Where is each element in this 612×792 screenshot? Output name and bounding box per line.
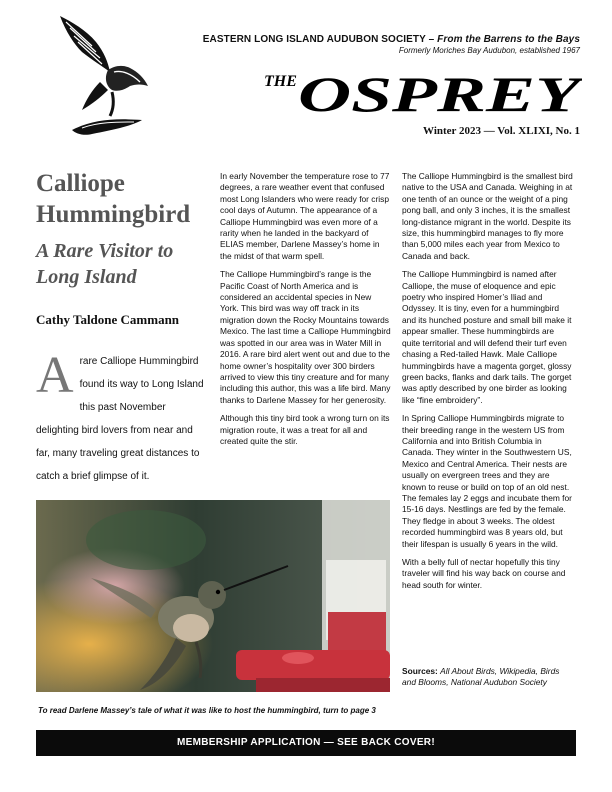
org-tagline: From the Barrens to the Bays xyxy=(437,34,580,45)
masthead-the: THE xyxy=(264,73,297,90)
col3-paragraph: With a belly full of nectar hopefully this tiny traveler will find his way back on course and head south for winter. xyxy=(402,557,566,590)
formerly-line: Formerly Moriches Bay Audubon, established 1967 xyxy=(398,46,580,55)
column-2 xyxy=(220,171,392,454)
drop-cap: A xyxy=(36,347,74,404)
hummingbird-image xyxy=(36,500,390,692)
org-separator: – xyxy=(428,34,438,45)
col3-paragraph: The Calliope Hummingbird is the smallest bird native to the USA and Canada. Weighing in at one tenth of an ounce or the weight of a ping pong ball, and only 3 inches, it is the smallest long-distance migrant in the world. Despite its size, this hummingbird manages to fly more than 5,000 miles each year from Mexico to Canada and back. xyxy=(402,171,573,261)
lead-text: rare Calliope Hummingbird found its way to Long Island this past November delighting bird lovers from near and far, many traveling great distances to catch a brief glimpse of it. xyxy=(36,356,204,482)
col2-paragraph: The Calliope Hummingbird’s range is the Pacific Coast of North America and is considered an accidental species in New York. This bird was way off track in its migration down the Rocky Mountains towards Mexico. The last time a Calliope Hummingbird was spotted in our area was in Water Mill in 2016. A rare bird alert went out and due to the home owner’s hospitality over 300 birders arrived to view this tiny creature and for many including this author, this was a life bird. Many thanks to Darlene Massey for her generosity. xyxy=(220,269,391,405)
osprey-logo xyxy=(52,12,162,140)
sources xyxy=(402,666,574,689)
masthead xyxy=(262,66,582,116)
column-3 xyxy=(402,171,574,598)
col3-paragraph: The Calliope Hummingbird is named after Calliope, the muse of eloquence and epic poetry who inspired Homer’s Iliad and Odyssey. It is tiny, even for a hummingbird and its hunched posture and small bill make it appear smaller. These hummingbirds are quite territorial and will defend their turf even chasing a Red-tailed Hawk. Male Calliope hummingbirds have a magenta gorget, glossy green backs, flanks and dark tails. The gorget was aptly described by one birder as looking like “fine embroidery”. xyxy=(402,269,572,405)
col2-paragraph: In early November the temperature rose to 77 degrees, a rare weather event that confused most Long Islanders who were ready for crisp cool days of Autumn. The appearance of a Calliope Hummingbird was even more of a rarity when he landed in the backyard of ELIAS member, Darlene Massey’s home in the midst of that warm spell. xyxy=(220,171,390,261)
col3-paragraph: In Spring Calliope Hummingbirds migrate to their breeding range in the western US from California and into British Columbia in Canada. They winter in the Southwestern US, Mexico and Central America. Their nests are usually on evergreen trees and they are known to reuse or build on top of an old nest. The females lay 2 eggs and incubate them for 15-16 days. Nestlings are fed by the female. They fledge in about 3 weeks. The oldest recorded hummingbird was 8 years old, but their lifespan is usually 6 years in the wild. xyxy=(402,413,572,549)
masthead-name: OSPREY xyxy=(298,66,582,116)
article-title: Calliope Hummingbird xyxy=(36,170,191,228)
osprey-icon xyxy=(52,12,162,140)
article-subtitle: A Rare Visitor to Long Island xyxy=(36,240,174,288)
article-author: Cathy Taldone Cammann xyxy=(36,312,180,327)
sources-text: All About Birds, Wikipedia, Birds and Blooms, National Audubon Society xyxy=(402,666,560,688)
org-name: EASTERN LONG ISLAND AUDUBON SOCIETY xyxy=(202,34,426,45)
hummingbird-photo xyxy=(36,500,390,692)
photo-caption: To read Darlene Massey’s tale of what it was like to host the hummingbird, turn to page 3 xyxy=(38,706,376,715)
sources-label: Sources: xyxy=(402,666,438,676)
issue-line: Winter 2023 — Vol. XLIXI, No. 1 xyxy=(423,125,580,137)
membership-banner[interactable]: MEMBERSHIP APPLICATION — SEE BACK COVER! xyxy=(36,730,576,756)
col2-paragraph: Although this tiny bird took a wrong turn on its migration route, it was a treat for all and created quite the stir. xyxy=(220,413,390,446)
org-line xyxy=(200,34,580,45)
lead-paragraph xyxy=(36,347,208,488)
